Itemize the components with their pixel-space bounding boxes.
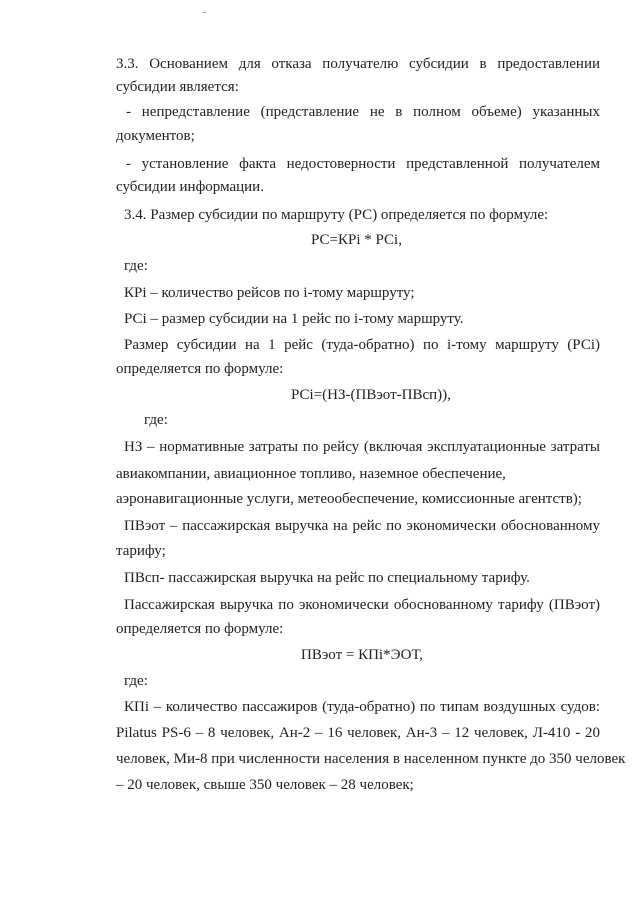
formula-rsi: РСi=(НЗ-(ПВэот-ПВсп)), (291, 387, 451, 403)
bullet-1-line1: - непредставление (представление не в полном объеме) указанных (126, 104, 600, 120)
clause-3-3-line1: 3.3. Основанием для отказа получателю субсидии в предоставлении (116, 56, 600, 72)
where-label-1: где: (124, 258, 148, 274)
definition-kpi-passengers-line3: человек, Ми-8 при численности населения в населенном пункте до 350 человек (116, 751, 626, 767)
clause-3-3-line2: субсидии является: (116, 79, 239, 95)
revenue-line2: определяется по формуле: (116, 621, 284, 637)
clause-3-4: 3.4. Размер субсидии по маршруту (РС) определяется по формуле: (124, 207, 549, 223)
definition-pvsp: ПВсп- пассажирская выручка на рейс по специальному тарифу. (124, 570, 530, 586)
definition-kpi-passengers-line1: КПi – количество пассажиров (туда-обратно) по типам воздушных судов: (124, 699, 600, 715)
definition-nz-line3: аэронавигационные услуги, метеообеспечение, комиссионные агентств); (116, 491, 582, 507)
bullet-1-line2: документов; (116, 128, 195, 144)
bullet-2-line1: - установление факта недостоверности представленной получателем (126, 156, 600, 172)
subsidy-size-line1: Размер субсидии на 1 рейс (туда-обратно) по i-тому маршруту (РСi) (124, 337, 600, 353)
definition-nz-line2: авиакомпании, авиационное топливо, наземное обеспечение, (116, 466, 506, 482)
scan-mark (203, 12, 206, 13)
definition-pveot-line1: ПВэот – пассажирская выручка на рейс по экономически обоснованному (124, 518, 600, 534)
definition-kpi-passengers-line4: – 20 человек, свыше 350 человек – 28 человек; (116, 777, 414, 793)
definition-pci: РСi – размер субсидии на 1 рейс по i-тому маршруту. (124, 311, 464, 327)
where-label-3: где: (124, 673, 148, 689)
formula-rs: РС=КРi * РСi, (311, 232, 402, 248)
definition-pveot-line2: тарифу; (116, 543, 166, 559)
formula-pveot: ПВэот = КПi*ЭОТ, (301, 647, 423, 663)
revenue-line1: Пассажирская выручка по экономически обоснованному тарифу (ПВэот) (124, 597, 600, 613)
definition-nz-line1: НЗ – нормативные затраты по рейсу (включая эксплуатационные затраты (124, 439, 600, 455)
definition-kpi-passengers-line2: Pilatus PS-6 – 8 человек, Ан-2 – 16 человек, Ан-3 – 12 человек, Л-410 - 20 (116, 725, 600, 741)
bullet-2-line2: субсидии информации. (116, 179, 264, 195)
definition-kpi: КРi – количество рейсов по i-тому маршруту; (124, 285, 415, 301)
where-label-2: где: (144, 412, 168, 428)
subsidy-size-line2: определяется по формуле: (116, 361, 284, 377)
